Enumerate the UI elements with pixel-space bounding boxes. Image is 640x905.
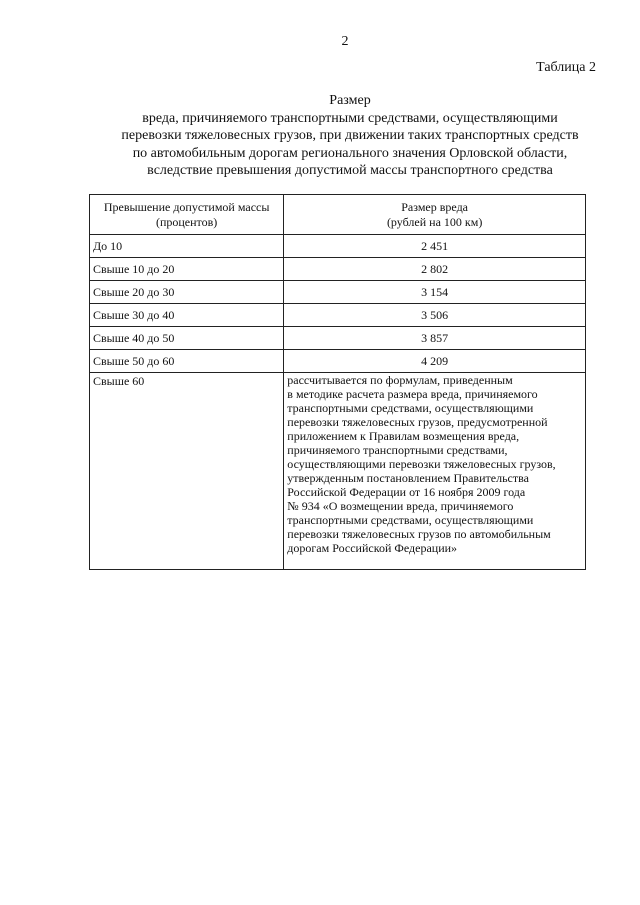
note-line: причиняемого транспортными средствами, [287, 443, 508, 457]
range-cell: До 10 [90, 235, 284, 258]
range-cell: Свыше 30 до 40 [90, 304, 284, 327]
table-row-last [90, 373, 586, 570]
range-cell: Свыше 20 до 30 [90, 281, 284, 304]
value-cell: 3 506 [284, 304, 586, 327]
value-cell: 3 857 [284, 327, 586, 350]
note-line: транспортными средствами, осуществляющими [287, 513, 534, 527]
header-line: (рублей на 100 км) [386, 214, 483, 229]
note-line: транспортными средствами, осуществляющими [287, 401, 534, 415]
note-line: Российской Федерации от 16 ноября 2009 года [287, 485, 526, 499]
header-line: (процентов) [155, 214, 218, 229]
value-cell: 3 154 [284, 281, 586, 304]
note-line: утвержденным постановлением Правительства [287, 471, 529, 485]
note-line: № 934 «О возмещении вреда, причиняемого [287, 499, 514, 513]
formula-note-cell [284, 373, 586, 570]
note-line: в методике расчета размера вреда, причиняемого [287, 387, 538, 401]
heading-line: вреда, причиняемого транспортными средствами, осуществляющими [142, 110, 558, 126]
range-cell: Свыше 60 [90, 373, 284, 570]
damage-table [89, 194, 586, 570]
table-row [90, 258, 586, 281]
note-line: осуществляющими перевозки тяжеловесных грузов, [287, 457, 556, 471]
note-line: перевозки тяжеловесных грузов по автомобильным [287, 527, 551, 541]
table-row [90, 304, 586, 327]
heading-line: вследствие превышения допустимой массы транспортного средства [147, 163, 553, 178]
table-heading [80, 92, 620, 180]
table-row [90, 235, 586, 258]
value-cell: 2 802 [284, 258, 586, 281]
heading-line: перевозки тяжеловесных грузов, при движении таких транспортных средств [121, 128, 579, 143]
heading-line: по автомобильным дорогам регионального значения Орловской области, [132, 145, 568, 161]
range-cell: Свыше 50 до 60 [90, 350, 284, 373]
header-excess-mass [90, 195, 284, 235]
note-line: перевозки тяжеловесных грузов, предусмотренной [287, 415, 548, 429]
header-damage-amount [284, 195, 586, 235]
range-cell: Свыше 10 до 20 [90, 258, 284, 281]
table-label: Таблица 2 [536, 60, 596, 75]
note-line: рассчитывается по формулам, приведенным [287, 373, 513, 387]
range-cell: Свыше 40 до 50 [90, 327, 284, 350]
table-row [90, 350, 586, 373]
heading-line: Размер [329, 93, 371, 108]
table-row [90, 327, 586, 350]
note-line: приложением к Правилам возмещения вреда, [287, 429, 520, 443]
header-line: Превышение допустимой массы [103, 199, 270, 214]
value-cell: 2 451 [284, 235, 586, 258]
note-line: дорогам Российской Федерации» [287, 541, 458, 555]
value-cell: 4 209 [284, 350, 586, 373]
table-row [90, 281, 586, 304]
header-line: Размер вреда [401, 199, 469, 214]
page-number: 2 [341, 34, 349, 49]
